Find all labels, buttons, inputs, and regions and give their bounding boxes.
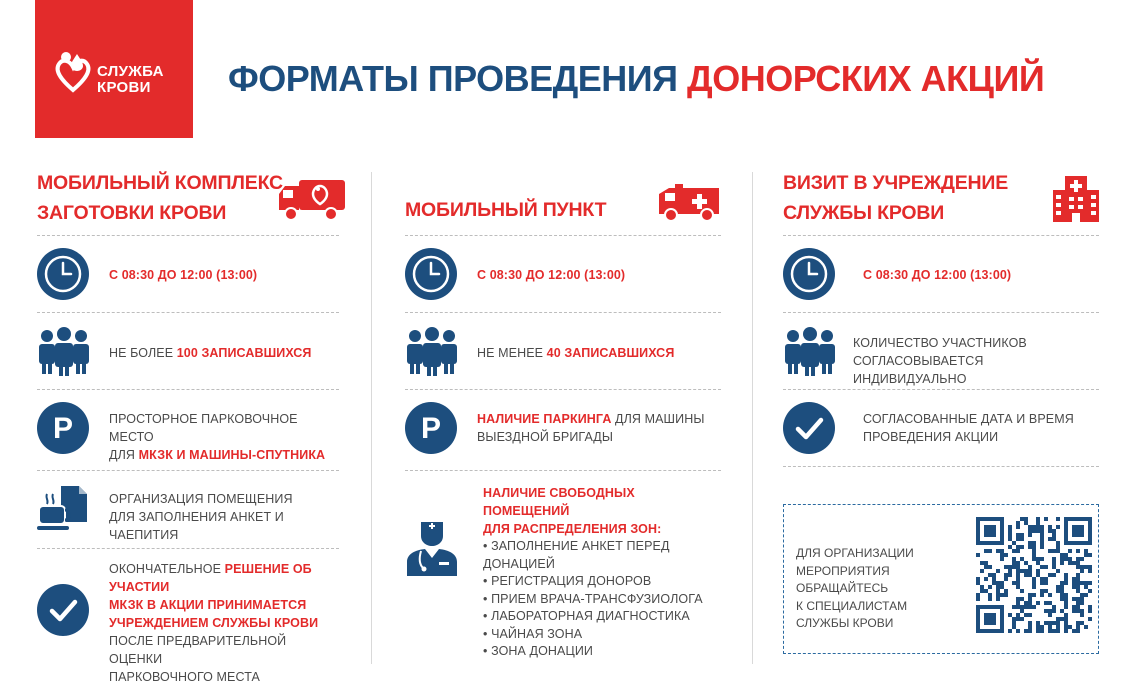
divider-line [783,389,1099,390]
people-group-icon [783,326,837,376]
qr-code-icon[interactable] [976,517,1092,633]
divider-line [405,312,721,313]
checkmark-icon [37,584,89,636]
contact-box [783,504,1099,654]
list-item: • ЗОНА ДОНАЦИИ [483,643,721,661]
svg-text:P: P [420,412,442,445]
time-text: С 08:30 ДО 12:00 (13:00) [477,268,626,282]
divider-line [783,312,1099,313]
agreed-row [783,400,1099,460]
column-title: МОБИЛЬНЫЙ ПУНКТ [405,199,607,221]
logo-line-1: СЛУЖБА [97,63,164,80]
zones-text: НАЛИЧИЕ СВОБОДНЫХ ПОМЕЩЕНИЙ ДЛЯ РАСПРЕДЕЛЕНИЯ ЗОН: • ЗАПОЛНЕНИЕ АНКЕТ ПЕРЕД ДОНАЦИЕЙ • РЕГИСТРАЦИЯ ДОНОРОВ • ПРИЕМ ВРАЧА-ТРАНСФУЗИОЛОГА • ЛАБОРАТОРНАЯ ДИАГНОСТИКА • ЧАЙНАЯ ЗОНА • ЗОНА ДОНАЦИИ [483,484,721,661]
doctor-icon [405,518,459,576]
column-divider [371,172,372,664]
divider-line [783,235,1099,236]
column-divider [752,172,753,664]
list-item: • ПРИЕМ ВРАЧА-ТРАНСФУЗИОЛОГА [483,591,721,609]
truck-icon [277,176,347,222]
room-row [37,480,339,540]
divider-line [37,389,339,390]
clock-icon [783,248,835,300]
divider-line [783,466,1099,467]
agreed-text: СОГЛАСОВАННЫЕ ДАТА И ВРЕМЯ ПРОВЕДЕНИЯ АКЦИИ [863,412,1074,444]
logo-line-2: КРОВИ [97,79,151,96]
parking-icon [405,402,457,454]
hospital-icon [1053,176,1099,222]
time-row [783,246,1099,302]
list-item: • РЕГИСТРАЦИЯ ДОНОРОВ [483,573,721,591]
divider-line [405,470,721,471]
tea-document-icon [37,482,89,534]
people-group-icon [405,326,459,376]
divider-line [37,548,339,549]
column-title: ВИЗИТ В УЧРЕЖДЕНИЕ СЛУЖБЫ КРОВИ [783,172,1009,224]
parking-text: ПРОСТОРНОЕ ПАРКОВОЧНОЕ МЕСТО ДЛЯ МКЗК И МАШИНЫ-СПУТНИКА [109,412,326,462]
ambulance-icon [657,180,721,222]
time-row [37,246,339,302]
column-header [37,162,339,234]
svg-text:P: P [52,412,74,445]
people-group-icon [37,326,91,376]
column-title: МОБИЛЬНЫЙ КОМПЛЕКС ЗАГОТОВКИ КРОВИ [37,172,283,224]
logo [35,0,193,138]
divider-line [405,235,721,236]
divider-line [37,235,339,236]
parking-icon [37,402,89,454]
list-item: • ЧАЙНАЯ ЗОНА [483,626,721,644]
clock-icon [37,248,89,300]
parking-row [405,400,721,460]
zones-list [483,538,721,661]
room-text: ОРГАНИЗАЦИЯ ПОМЕЩЕНИЯ ДЛЯ ЗАПОЛНЕНИЯ АНКЕТ И ЧАЕПИТИЯ [109,492,293,542]
time-row [405,246,721,302]
blood-drop-heart-icon [53,48,93,94]
list-item: • ЛАБОРАТОРНАЯ ДИАГНОСТИКА [483,608,721,626]
people-text: НЕ МЕНЕЕ 40 ЗАПИСАВШИХСЯ [477,346,675,360]
people-row [37,322,339,382]
decision-text: ОКОНЧАТЕЛЬНОЕ РЕШЕНИЕ ОБ УЧАСТИИ МКЗК В АКЦИИ ПРИНИМАЕТСЯ УЧРЕЖДЕНИЕМ СЛУЖБЫ КРОВИ ПОСЛЕ ПРЕДВАРИТЕЛЬНОЙ ОЦЕНКИ ПАРКОВОЧНОГО МЕСТА [109,562,319,684]
logo-text [97,64,164,96]
divider-line [37,312,339,313]
contact-text: ДЛЯ ОРГАНИЗАЦИИ МЕРОПРИЯТИЯ ОБРАЩАЙТЕСЬ К СПЕЦИАЛИСТАМ СЛУЖБЫ КРОВИ [796,546,914,630]
clock-icon [405,248,457,300]
checkmark-icon [783,402,835,454]
title-part-2: ДОНОРСКИХ АКЦИЙ [687,58,1045,99]
list-item: • ЗАПОЛНЕНИЕ АНКЕТ ПЕРЕД ДОНАЦИЕЙ [483,538,721,573]
zones-row [405,484,721,658]
time-text: С 08:30 ДО 12:00 (13:00) [863,268,1012,282]
people-text: КОЛИЧЕСТВО УЧАСТНИКОВ СОГЛАСОВЫВАЕТСЯ ИНДИВИДУАЛЬНО [853,336,1027,386]
decision-row [37,560,339,684]
parking-row [37,400,339,460]
divider-line [37,470,339,471]
divider-line [405,389,721,390]
column-header [405,162,721,234]
people-row [783,322,1099,386]
title-part-1: ФОРМАТЫ ПРОВЕДЕНИЯ [228,58,678,99]
column-header [783,162,1099,234]
people-text: НЕ БОЛЕЕ 100 ЗАПИСАВШИХСЯ [109,346,312,360]
time-text: С 08:30 ДО 12:00 (13:00) [109,268,258,282]
people-row [405,322,721,382]
parking-text: НАЛИЧИЕ ПАРКИНГА ДЛЯ МАШИНЫ ВЫЕЗДНОЙ БРИГАДЫ [477,412,705,444]
page-title [228,58,1044,100]
